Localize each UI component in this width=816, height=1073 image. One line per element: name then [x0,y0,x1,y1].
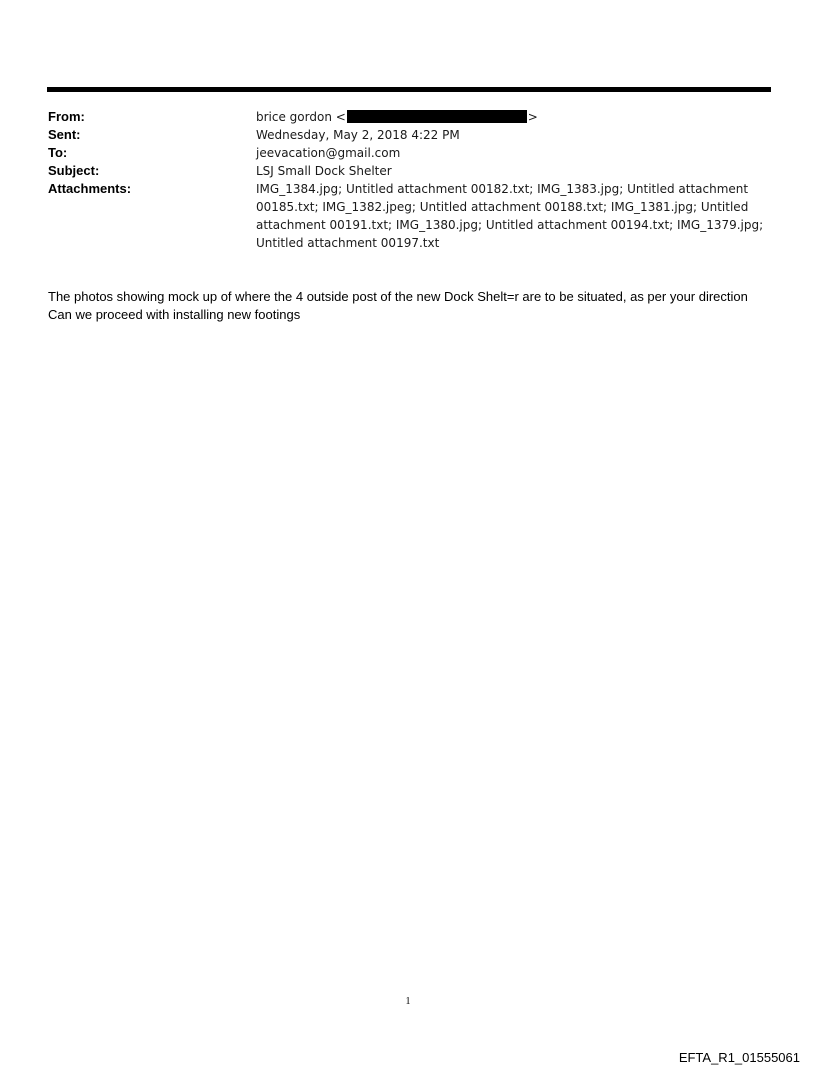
attachments-label: Attachments: [48,181,132,196]
from-label: From: [48,109,85,124]
from-suffix: > [527,110,538,124]
to-label: To: [48,145,68,160]
to-row [48,144,768,162]
subject-label: Subject: [48,163,100,178]
document-id: EFTA_R1_01555061 [678,1050,800,1065]
email-header [48,108,768,252]
attachments-row [48,180,768,252]
sent-label: Sent: [48,127,81,142]
from-name: brice gordon < [256,110,346,124]
attachments-value: IMG_1384.jpg; Untitled attachment 00182.txt; IMG_1383.jpg; Untitled attachment 00185.txt; IMG_1382.jpeg; Untitled attachment 00188.txt; IMG_1381.jpg; Untitled attachment 00191.txt; IMG_1380.jpg; Untitled attachment 00194.txt; IMG_1379.jpg; Untitled attachment 00197.txt [256,182,764,250]
redaction-box [347,110,527,123]
header-divider [47,87,771,92]
subject-value: LSJ Small Dock Shelter [256,164,392,178]
to-value: jeevacation@gmail.com [256,146,401,160]
from-value [256,108,768,126]
sent-value: Wednesday, May 2, 2018 4:22 PM [256,128,460,142]
from-row [48,108,768,126]
sent-row [48,126,768,144]
page-number: 1 [405,996,411,1007]
subject-row [48,162,768,180]
email-body: The photos showing mock up of where the 4 outside post of the new Dock Shelt=r are to be situated, as per your direction Can we proceed with installing new footings [48,289,748,322]
